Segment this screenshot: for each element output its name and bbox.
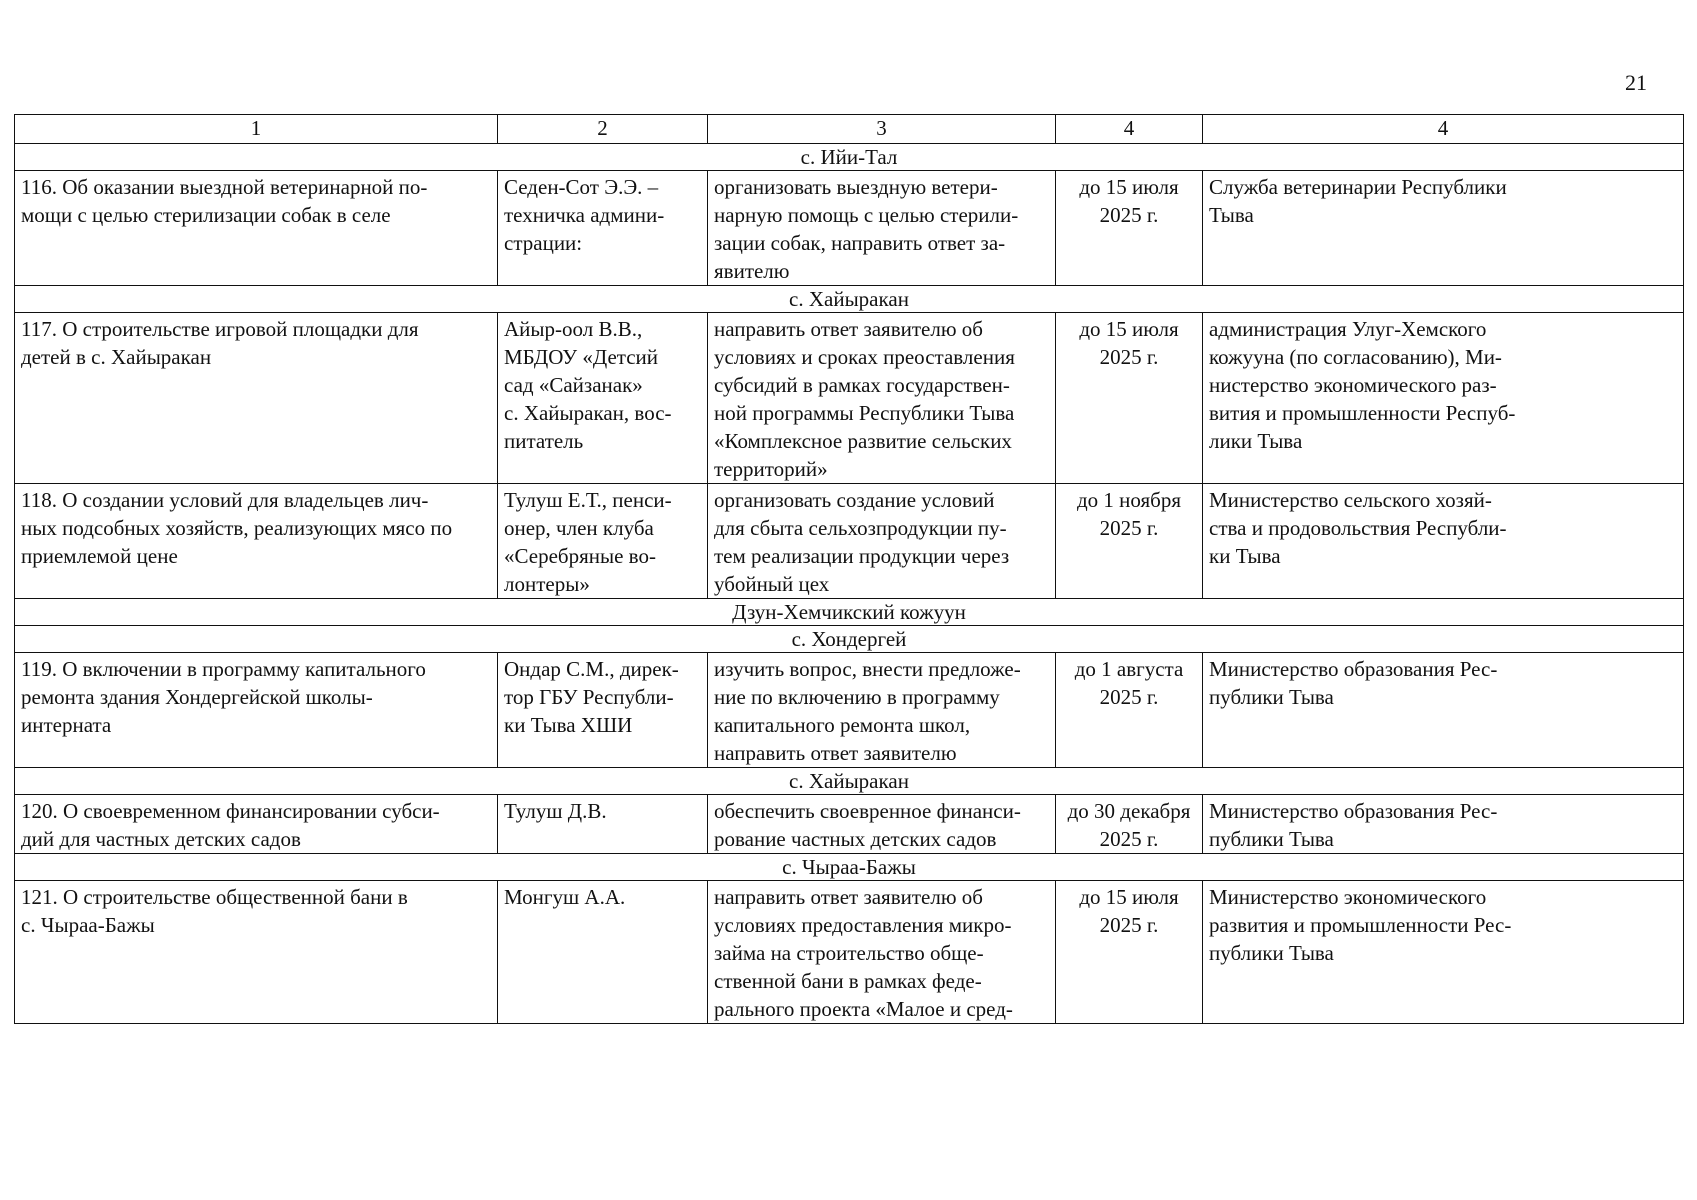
document-table [14,114,1684,1024]
applicant-cell-text: Тулуш Е.Т., пенси- онер, член клуба «Серебряные во- лонтеры» [504,488,672,596]
deadline-cell-text: до 1 августа 2025 г. [1074,657,1184,709]
responsible-cell [1203,653,1684,768]
topic-cell-text: 121. О строительстве общественной бани в с. Чыраа-Бажы [21,885,408,937]
responsible-cell-text: Служба ветеринарии Республики Тыва [1209,175,1507,227]
action-cell-text: организовать создание условий для сбыта сельхозпродукции пу- тем реализации продукции через убойный цех [714,488,1010,596]
topic-cell [15,171,498,286]
topic-cell-text: 116. Об оказании выездной ветеринарной по- мощи с целью стерилизации собак в селе [21,175,428,227]
deadline-cell-text: до 1 ноября 2025 г. [1076,488,1182,540]
location-row [15,626,1684,653]
responsible-cell [1203,881,1684,1024]
applicant-cell [498,484,708,599]
deadline-cell-text: до 15 июля 2025 г. [1079,175,1179,227]
applicant-cell-text: Монгуш А.А. [504,885,626,909]
responsible-cell-text: Министерство сельского хозяй- ства и продовольствия Республи- ки Тыва [1209,488,1507,568]
applicant-cell [498,653,708,768]
table-row [15,171,1684,286]
location-row [15,768,1684,795]
applicant-cell [498,171,708,286]
deadline-cell [1056,653,1203,768]
responsible-cell [1203,171,1684,286]
location-heading: с. Хайыракан [15,286,1684,313]
topic-cell [15,484,498,599]
topic-cell-text: 117. О строительстве игровой площадки для детей в с. Хайыракан [21,317,419,369]
responsible-cell-text: Министерство экономического развития и промышленности Рес- публики Тыва [1209,885,1512,965]
action-cell-text: направить ответ заявителю об условиях и сроках преоставления субсидий в рамках государствен- ной программы Республики Тыва «Комплексное развитие сельских территорий» [714,317,1015,481]
deadline-cell [1056,171,1203,286]
table-row [15,484,1684,599]
header-cell: 3 [708,115,1056,144]
deadline-cell-text: до 15 июля 2025 г. [1079,885,1179,937]
topic-cell [15,881,498,1024]
action-cell [708,484,1056,599]
action-cell-text: обеспечить своевренное финанси- рование частных детских садов [714,799,1021,851]
header-cell: 4 [1056,115,1203,144]
topic-cell [15,313,498,484]
deadline-cell-text: до 15 июля 2025 г. [1079,317,1179,369]
topic-cell-text: 120. О своевременном финансировании субси- дий для частных детских садов [21,799,440,851]
responsible-cell-text: администрация Улуг-Хемского кожууна (по согласованию), Ми- нистерство экономического раз- вития и промышленности Респуб- лики Тыва [1209,317,1516,453]
table-header-row [15,115,1684,144]
location-row [15,286,1684,313]
responsible-cell-text: Министерство образования Рес- публики Тыва [1209,657,1498,709]
location-heading: с. Хондергей [15,626,1684,653]
header-cell: 1 [15,115,498,144]
applicant-cell-text: Ондар С.М., дирек- тор ГБУ Республи- ки Тыва ХШИ [504,657,679,737]
responsible-cell [1203,484,1684,599]
location-row [15,599,1684,626]
header-cell: 4 [1203,115,1684,144]
header-cell: 2 [498,115,708,144]
action-cell-text: направить ответ заявителю об условиях предоставления микро- займа на строительство обще- ственной бани в рамках феде- рального проекта «Малое и сред- [714,885,1013,1021]
table-row [15,313,1684,484]
deadline-cell [1056,795,1203,854]
responsible-cell [1203,795,1684,854]
action-cell-text: изучить вопрос, внести предложе- ние по включению в программу капитального ремонта школ, направить ответ заявителю [714,657,1021,765]
table-row [15,795,1684,854]
applicant-cell-text: Тулуш Д.В. [504,799,607,823]
applicant-cell [498,881,708,1024]
action-cell [708,171,1056,286]
action-cell [708,881,1056,1024]
deadline-cell [1056,484,1203,599]
location-heading: с. Чыраа-Бажы [15,854,1684,881]
location-heading: с. Хайыракан [15,768,1684,795]
location-row [15,854,1684,881]
action-cell [708,795,1056,854]
deadline-cell [1056,881,1203,1024]
deadline-cell [1056,313,1203,484]
action-cell [708,653,1056,768]
table-row [15,653,1684,768]
topic-cell-text: 118. О создании условий для владельцев лич- ных подсобных хозяйств, реализующих мясо по приемлемой цене [21,488,453,568]
responsible-cell [1203,313,1684,484]
topic-cell [15,653,498,768]
applicant-cell-text: Айыр-оол В.В., МБДОУ «Детсий сад «Сайзанак» с. Хайыракан, вос- питатель [504,317,672,453]
location-heading: Дзун-Хемчикский кожуун [15,599,1684,626]
applicant-cell [498,313,708,484]
page-number: 21 [1625,70,1647,95]
table-row [15,881,1684,1024]
topic-cell-text: 119. О включении в программу капитального ремонта здания Хондергейской школы- интерната [21,657,426,737]
applicant-cell [498,795,708,854]
location-heading: с. Ийи-Тал [15,144,1684,171]
action-cell-text: организовать выездную ветери- нарную помощь с целью стерили- зации собак, направить ответ за- явителю [714,175,1019,283]
location-row [15,144,1684,171]
applicant-cell-text: Седен-Сот Э.Э. – техничка админи- страции: [504,175,665,255]
responsible-cell-text: Министерство образования Рес- публики Тыва [1209,799,1498,851]
topic-cell [15,795,498,854]
deadline-cell-text: до 30 декабря 2025 г. [1067,799,1191,851]
action-cell [708,313,1056,484]
